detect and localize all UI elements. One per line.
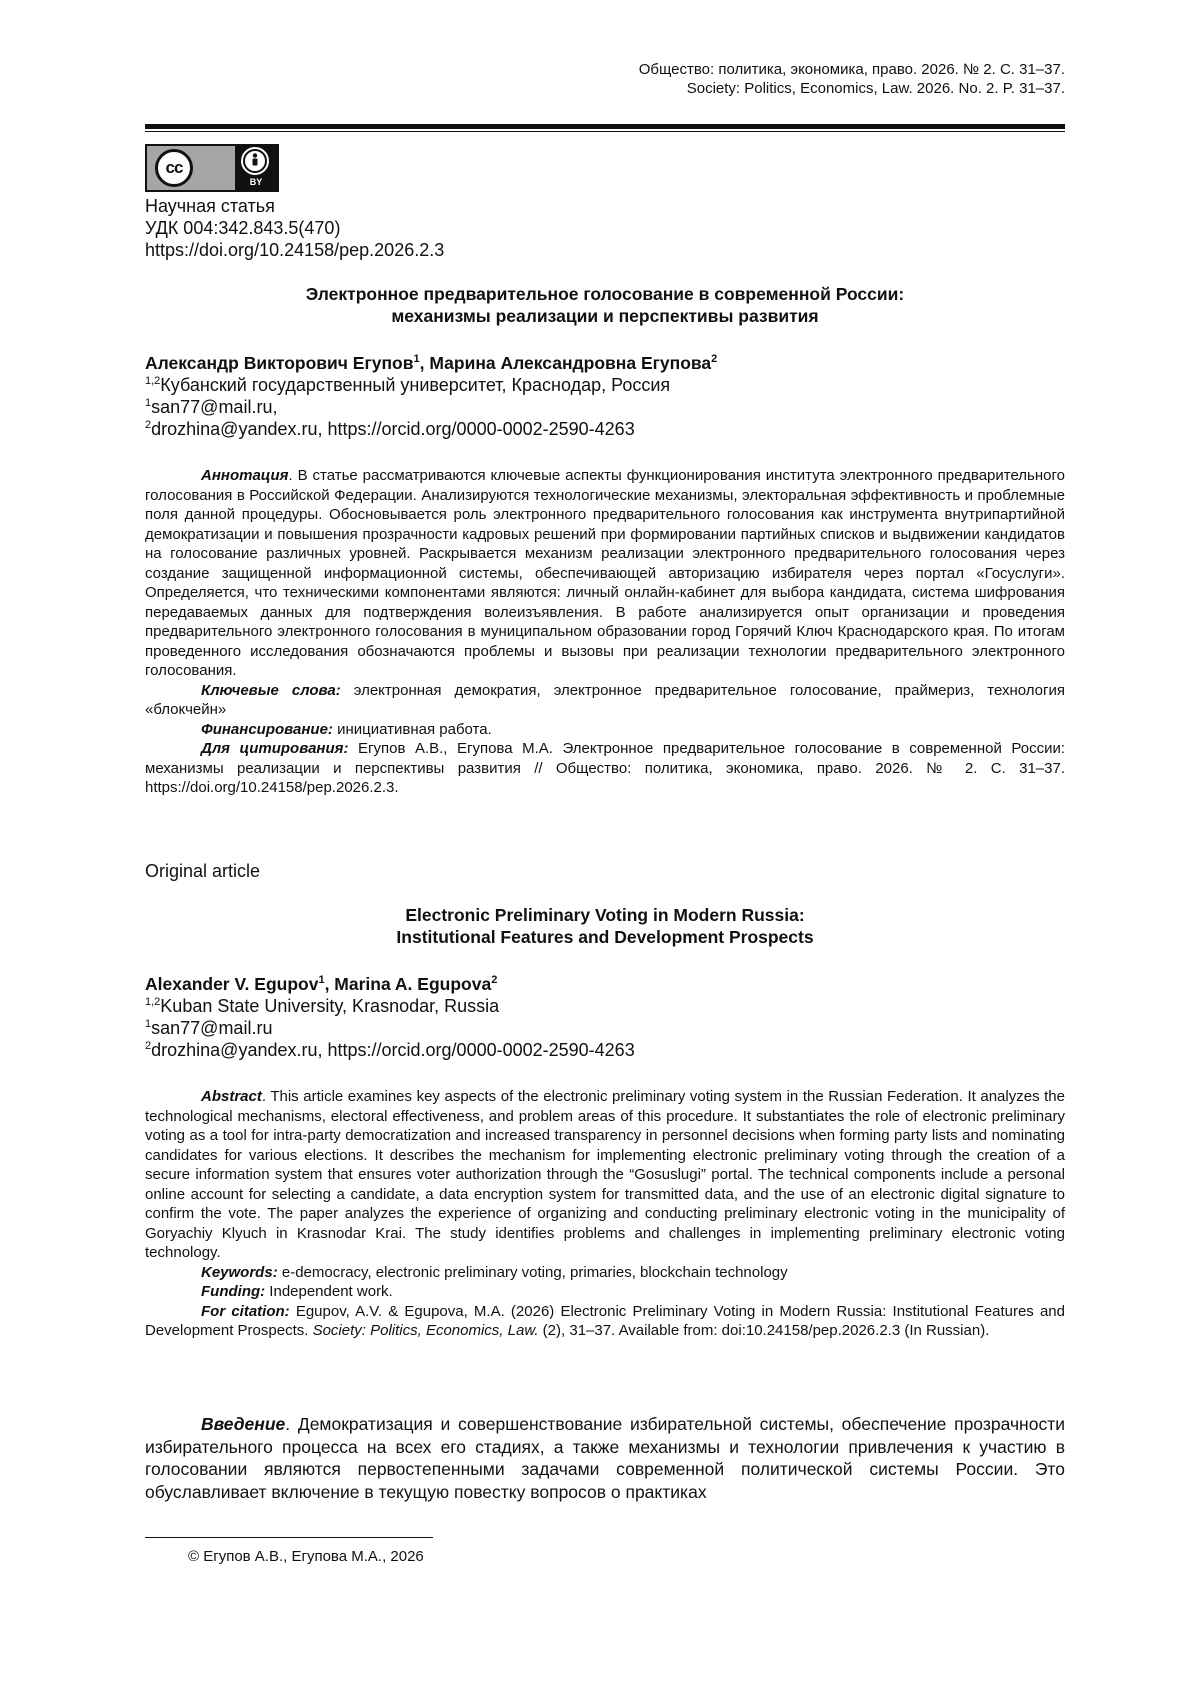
en-author2: Marina A. Egupova bbox=[334, 974, 492, 994]
en-email1-line bbox=[145, 1017, 1065, 1039]
en-authors bbox=[145, 973, 1065, 995]
ru-email1-sup: 1 bbox=[145, 397, 152, 409]
en-funding-label: Funding: bbox=[201, 1283, 266, 1300]
ru-funding bbox=[145, 720, 1065, 740]
article-meta bbox=[145, 195, 444, 261]
en-title-line2: Institutional Features and Development Prospects bbox=[396, 927, 814, 947]
ru-email1-line bbox=[145, 396, 1065, 418]
ru-authors bbox=[145, 352, 1065, 374]
en-citation bbox=[145, 1302, 1065, 1341]
ru-affiliation-text: Кубанский государственный университет, Краснодар, Россия bbox=[160, 375, 671, 395]
ru-citation bbox=[145, 739, 1065, 798]
ru-email1[interactable]: san77@mail.ru, bbox=[151, 397, 278, 417]
en-email2-line bbox=[145, 1039, 1065, 1061]
ru-citation-text: Егупов А.В., Егупова М.А. Электронное предварительное голосование в современной России: механизмы реализации и перспективы развития // Общество: политика, экономика, право. 2026. № 2. С. 31–37. https://doi.org/10.24158/pep.2026.2.3. bbox=[145, 740, 1065, 796]
copyright-footnote: © Егупов А.В., Егупова М.А., 2026 bbox=[188, 1548, 424, 1565]
en-author2-sup: 2 bbox=[491, 974, 498, 987]
ru-authors-block bbox=[145, 352, 1065, 440]
en-citation-text-b: (2), 31–37. Available from: doi:10.24158/pep.2026.2.3 (In Russian). bbox=[538, 1322, 990, 1339]
en-title-line1: Electronic Preliminary Voting in Modern Russia: bbox=[405, 905, 805, 925]
en-email1[interactable]: san77@mail.ru bbox=[151, 1018, 273, 1038]
en-affiliation bbox=[145, 995, 1065, 1017]
ru-abstract-label: Аннотация bbox=[201, 467, 289, 484]
running-head-ru: Общество: политика, экономика, право. 2026. № 2. С. 31–37. bbox=[638, 61, 1065, 78]
article-type-ru: Научная статья bbox=[145, 196, 275, 216]
header-thin-rule bbox=[145, 131, 1065, 132]
footnote-rule bbox=[145, 1537, 433, 1538]
en-keywords-text: e-democracy, electronic preliminary voting, primaries, blockchain technology bbox=[277, 1263, 788, 1281]
cc-by-license-badge bbox=[145, 144, 279, 192]
ru-title-line2: механизмы реализации и перспективы развития bbox=[391, 306, 819, 326]
en-authors-block bbox=[145, 973, 1065, 1061]
ru-keywords-label: Ключевые слова: bbox=[201, 681, 341, 699]
en-article-type-text: Original article bbox=[145, 861, 261, 881]
en-funding bbox=[145, 1282, 1065, 1302]
ru-title-line1: Электронное предварительное голосование в современной России: bbox=[305, 284, 905, 304]
en-citation-text-a: Egupov, A.V. & Egupova, M.A. (2026) Electronic Preliminary Voting in Modern Russia: Institutional Features and Development Prospects. bbox=[145, 1302, 1065, 1339]
ru-title bbox=[145, 283, 1065, 327]
en-keywords bbox=[145, 1263, 1065, 1283]
intro-paragraph bbox=[145, 1413, 1065, 1503]
attribution-person-icon bbox=[241, 147, 269, 175]
ru-email2[interactable]: drozhina@yandex.ru, https://orcid.org/0000-0002-2590-4263 bbox=[151, 419, 635, 439]
ru-abstract-text: . В статье рассматриваются ключевые аспекты функционирования института электронного предварительного голосования в Российской Федерации. Анализируются технологические механизмы, электоральная эффективность и проблемные поля данной процедуры. Обосновывается роль электронного предварительного голосования как инструмента внутрипартийной демократизации и повышения прозрачности кадровых решений при формировании партийных списков и выдвижении кандидатов на голосование различных уровней. Раскрывается механизм реализации электронного предварительного голосования через создание защищенной информационной системы, обеспечивающей авторизацию избирателя через портал «Госуслуги». Определяется, что техническими компонентами являются: личный онлайн-кабинет для выбора кандидата, система шифрования передаваемых данных для подтверждения волеизъявления. В работе анализируется опыт организации и проведения предварительного электронного голосования в муниципальном образовании город Горячий Ключ Краснодарского края. По итогам проведенного исследования обозначаются проблемы и вызовы при реализации технологии предварительного электронного голосования. bbox=[145, 467, 1065, 679]
en-author-separator: , bbox=[324, 974, 335, 994]
en-citation-journal: Society: Politics, Economics, Law. bbox=[312, 1322, 539, 1339]
ru-author-separator: , bbox=[419, 353, 430, 373]
en-aff-sup: 1,2 bbox=[145, 996, 161, 1008]
ru-abstract bbox=[145, 466, 1065, 681]
en-email2[interactable]: drozhina@yandex.ru, https://orcid.org/0000-0002-2590-4263 bbox=[151, 1040, 635, 1060]
running-head-en: Society: Politics, Economics, Law. 2026. No. 2. P. 31–37. bbox=[686, 80, 1065, 97]
running-head bbox=[145, 60, 1065, 98]
ru-author1: Александр Викторович Егупов bbox=[145, 353, 414, 373]
ru-email2-line bbox=[145, 418, 1065, 440]
en-funding-text: Independent work. bbox=[265, 1283, 393, 1300]
ru-abstract-block bbox=[145, 466, 1065, 798]
intro-label: Введение bbox=[201, 1414, 286, 1434]
ru-email2-sup: 2 bbox=[145, 419, 152, 431]
en-title bbox=[145, 904, 1065, 948]
doi-link[interactable]: https://doi.org/10.24158/pep.2026.2.3 bbox=[145, 240, 445, 260]
en-affiliation-text: Kuban State University, Krasnodar, Russia bbox=[160, 996, 500, 1016]
ru-keywords bbox=[145, 681, 1065, 720]
header-thick-rule bbox=[145, 124, 1065, 129]
intro-text: . Демократизация и совершенствование избирательной системы, обеспечение прозрачности избирательного процесса на всех его стадиях, а также механизмы и технологии привлечения к участию в голосовании являются первостепенными задачами современной политической системы России. Это обуславливает включение в текущую повестку вопросов о практиках bbox=[145, 1414, 1065, 1502]
en-keywords-label: Keywords: bbox=[201, 1263, 278, 1281]
cc-logo-icon: cc bbox=[155, 149, 193, 187]
en-abstract-text: . This article examines key aspects of the electronic preliminary voting system in the Russian Federation. It analyzes the technological mechanisms, electoral effectiveness, and problem areas of this procedure. It substantiates the role of electronic preliminary voting as a tool for intra-party democratization and increased transparency in personnel decisions when forming party lists and nominating candidates for various elections. It describes the mechanism for implementing electronic preliminary voting through the creation of a secure information system that ensures voter authorization through the “Gosuslugi” portal. The technical components include a personal online account for selecting a candidate, a data encryption system for transmitted data, and the use of an electronic digital signature to confirm the vote. The paper analyzes the experience of organizing and conducting preliminary electronic voting in the municipality of Goryachiy Klyuch in Krasnodar Krai. The study identifies problems and challenges in implementing preliminary electronic voting technology. bbox=[145, 1088, 1065, 1261]
en-abstract-block bbox=[145, 1087, 1065, 1341]
cc-badge-left-panel bbox=[147, 146, 235, 190]
ru-author2: Марина Александровна Егупова bbox=[429, 353, 712, 373]
en-citation-label: For citation: bbox=[201, 1302, 290, 1320]
ru-funding-text: инициативная работа. bbox=[332, 720, 492, 738]
udk-code: УДК 004:342.843.5(470) bbox=[145, 218, 341, 238]
ru-funding-label: Финансирование: bbox=[201, 720, 333, 738]
en-abstract bbox=[145, 1087, 1065, 1263]
introduction bbox=[145, 1413, 1065, 1503]
ru-aff-sup: 1,2 bbox=[145, 375, 161, 387]
ru-affiliation bbox=[145, 374, 1065, 396]
en-author1: Alexander V. Egupov bbox=[145, 974, 319, 994]
en-author1-sup: 1 bbox=[318, 974, 325, 987]
ru-author1-sup: 1 bbox=[413, 353, 420, 366]
en-abstract-label: Abstract bbox=[201, 1088, 262, 1105]
ru-author2-sup: 2 bbox=[711, 353, 718, 366]
ru-keywords-text: электронная демократия, электронное предварительное голосование, праймериз, технология «блокчейн» bbox=[145, 681, 1065, 718]
en-email2-sup: 2 bbox=[145, 1040, 152, 1052]
en-article-type bbox=[145, 860, 1065, 882]
en-email1-sup: 1 bbox=[145, 1018, 152, 1030]
by-label: BY bbox=[249, 177, 263, 187]
ru-citation-label: Для цитирования: bbox=[201, 740, 349, 757]
